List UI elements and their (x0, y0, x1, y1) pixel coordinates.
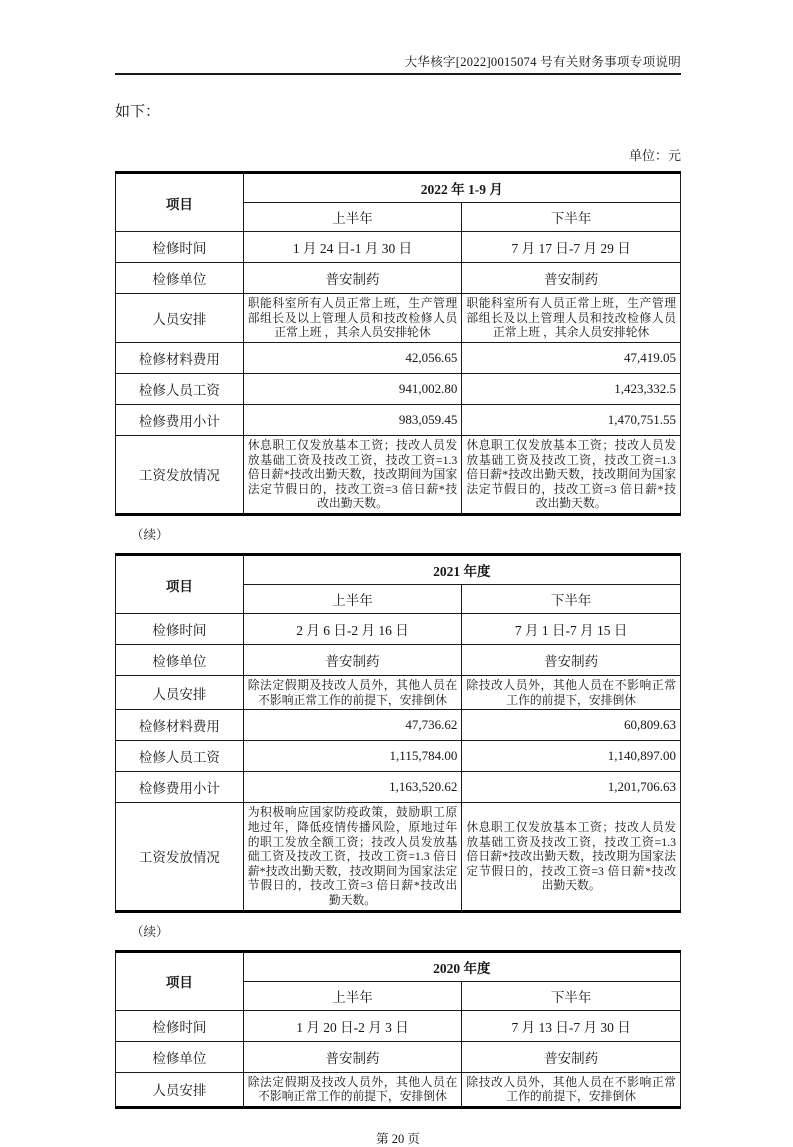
table-row-maintenance-unit (116, 645, 681, 676)
cell-first-half: 普安制药 (243, 645, 462, 676)
row-label: 人员安排 (116, 676, 244, 710)
cell-first-half: 1 月 24 日-1 月 30 日 (243, 232, 462, 263)
cell-first-half: 983,059.45 (243, 404, 462, 435)
period-header: 2020 年度 (243, 951, 680, 981)
maintenance-table-2021 (115, 553, 681, 913)
column-header-second-half: 下半年 (462, 981, 681, 1010)
cell-second-half: 7 月 1 日-7 月 15 日 (462, 614, 681, 645)
table-row-material-cost (116, 710, 681, 741)
table-row-wage-policy (116, 803, 681, 911)
table-row-staff-wages (116, 373, 681, 404)
column-header-second-half: 下半年 (462, 585, 681, 614)
cell-second-half: 60,809.63 (462, 710, 681, 741)
cell-first-half: 职能科室所有人员正常上班，生产管理部组长及以上管理人员和技改检修人员正常上班 ，其余人员安排轮休 (243, 294, 462, 343)
row-label: 检修单位 (116, 645, 244, 676)
cell-first-half: 1,163,520.62 (243, 772, 462, 803)
cell-first-half: 2 月 6 日-2 月 16 日 (243, 614, 462, 645)
table-row-material-cost (116, 342, 681, 373)
cell-second-half: 职能科室所有人员正常上班，生产管理部组长及以上管理人员和技改检修人员正常上班 ，其余人员安排轮休 (462, 294, 681, 343)
continued-label: （续） (131, 924, 169, 939)
row-label: 检修时间 (116, 614, 244, 645)
cell-second-half: 普安制药 (462, 645, 681, 676)
unit-label: 单位：元 (628, 148, 681, 163)
table-row-maintenance-unit (116, 1041, 681, 1072)
table-row-subtotal (116, 404, 681, 435)
table-row-staffing (116, 676, 681, 710)
column-header-first-half: 上半年 (243, 585, 462, 614)
cell-first-half: 休息职工仅发放基本工资；技改人员发放基础工资及技改工资，技改工资=1.3 倍日薪*技改出勤天数，技改期间为国家法定节假日的，技改工资=3 倍日薪*技改出勤天数。 (243, 435, 462, 514)
row-label: 检修材料费用 (116, 710, 244, 741)
cell-second-half: 1,201,706.63 (462, 772, 681, 803)
row-label: 检修时间 (116, 232, 244, 263)
cell-first-half: 1 月 20 日-2 月 3 日 (243, 1010, 462, 1041)
cell-second-half: 7 月 17 日-7 月 29 日 (462, 232, 681, 263)
row-label: 检修费用小计 (116, 404, 244, 435)
cell-second-half: 除技改人员外，其他人员在不影响正常工作的前提下，安排倒休 (462, 676, 681, 710)
column-header-first-half: 上半年 (243, 981, 462, 1010)
row-label: 检修材料费用 (116, 342, 244, 373)
row-label: 检修时间 (116, 1010, 244, 1041)
cell-first-half: 除法定假期及技改人员外，其他人员在不影响正常工作的前提下，安排倒休 (243, 1072, 462, 1107)
cell-second-half: 47,419.05 (462, 342, 681, 373)
column-header-item: 项目 (116, 555, 244, 614)
table-row-maintenance-time (116, 614, 681, 645)
table-row-maintenance-time (116, 1010, 681, 1041)
period-header: 2021 年度 (243, 555, 680, 585)
document-header-title: 大华核字[2022]0015074 号有关财务事项专项说明 (404, 55, 681, 69)
table-row-subtotal (116, 772, 681, 803)
cell-second-half: 普安制药 (462, 263, 681, 294)
table-row-maintenance-time (116, 232, 681, 263)
table-row-wage-policy (116, 435, 681, 514)
row-label: 检修单位 (116, 1041, 244, 1072)
row-label: 工资发放情况 (116, 435, 244, 514)
cell-first-half: 941,002.80 (243, 373, 462, 404)
maintenance-table-2022 (115, 171, 681, 516)
table-row-staffing (116, 1072, 681, 1107)
row-label: 人员安排 (116, 1072, 244, 1107)
column-header-first-half: 上半年 (243, 203, 462, 232)
intro-text: 如下： (115, 104, 161, 120)
cell-second-half: 除技改人员外，其他人员在不影响正常工作的前提下，安排倒休 (462, 1072, 681, 1107)
cell-second-half: 普安制药 (462, 1041, 681, 1072)
table-header-row (116, 555, 681, 585)
cell-first-half: 为积极响应国家防疫政策，鼓励职工原地过年，降低疫情传播风险，原地过年的职工发放全额工资；技改人员发放基础工资及技改工资，技改工资=1.3 倍日薪*技改出勤天数，技改期间为国家法定节假日的，技改工资=3 倍日薪*技改出勤天数。 (243, 803, 462, 911)
cell-second-half: 1,470,751.55 (462, 404, 681, 435)
page-content (115, 0, 681, 1147)
page-number: 第 20 页 (376, 1131, 420, 1146)
row-label: 人员安排 (116, 294, 244, 343)
column-header-item: 项目 (116, 951, 244, 1010)
cell-second-half: 休息职工仅发放基本工资；技改人员发放基础工资及技改工资，技改工资=1.3 倍日薪*技改出勤天数，技改期为国家法定节假日的，技改工资=3 倍日薪*技改出勤天数。 (462, 803, 681, 911)
column-header-second-half: 下半年 (462, 203, 681, 232)
maintenance-table-2020 (115, 950, 681, 1109)
cell-first-half: 1,115,784.00 (243, 741, 462, 772)
period-header: 2022 年 1-9 月 (243, 173, 680, 203)
table-row-maintenance-unit (116, 263, 681, 294)
cell-second-half: 1,423,332.5 (462, 373, 681, 404)
row-label: 工资发放情况 (116, 803, 244, 911)
table-row-staffing (116, 294, 681, 343)
cell-first-half: 普安制药 (243, 1041, 462, 1072)
cell-first-half: 除法定假期及技改人员外，其他人员在不影响正常工作的前提下，安排倒休 (243, 676, 462, 710)
cell-second-half: 1,140,897.00 (462, 741, 681, 772)
document-header-rule (115, 52, 681, 75)
table-header-row (116, 173, 681, 203)
row-label: 检修人员工资 (116, 741, 244, 772)
column-header-item: 项目 (116, 173, 244, 232)
table-header-row (116, 951, 681, 981)
cell-second-half: 7 月 13 日-7 月 30 日 (462, 1010, 681, 1041)
cell-first-half: 47,736.62 (243, 710, 462, 741)
cell-second-half: 休息职工仅发放基本工资；技改人员发放基础工资及技改工资，技改工资=1.3 倍日薪*技改出勤天数，技改期间为国家法定节假日的，技改工资=3 倍日薪*技改出勤天数。 (462, 435, 681, 514)
continued-label: （续） (131, 528, 169, 542)
row-label: 检修费用小计 (116, 772, 244, 803)
row-label: 检修人员工资 (116, 373, 244, 404)
cell-first-half: 普安制药 (243, 263, 462, 294)
row-label: 检修单位 (116, 263, 244, 294)
table-row-staff-wages (116, 741, 681, 772)
cell-first-half: 42,056.65 (243, 342, 462, 373)
